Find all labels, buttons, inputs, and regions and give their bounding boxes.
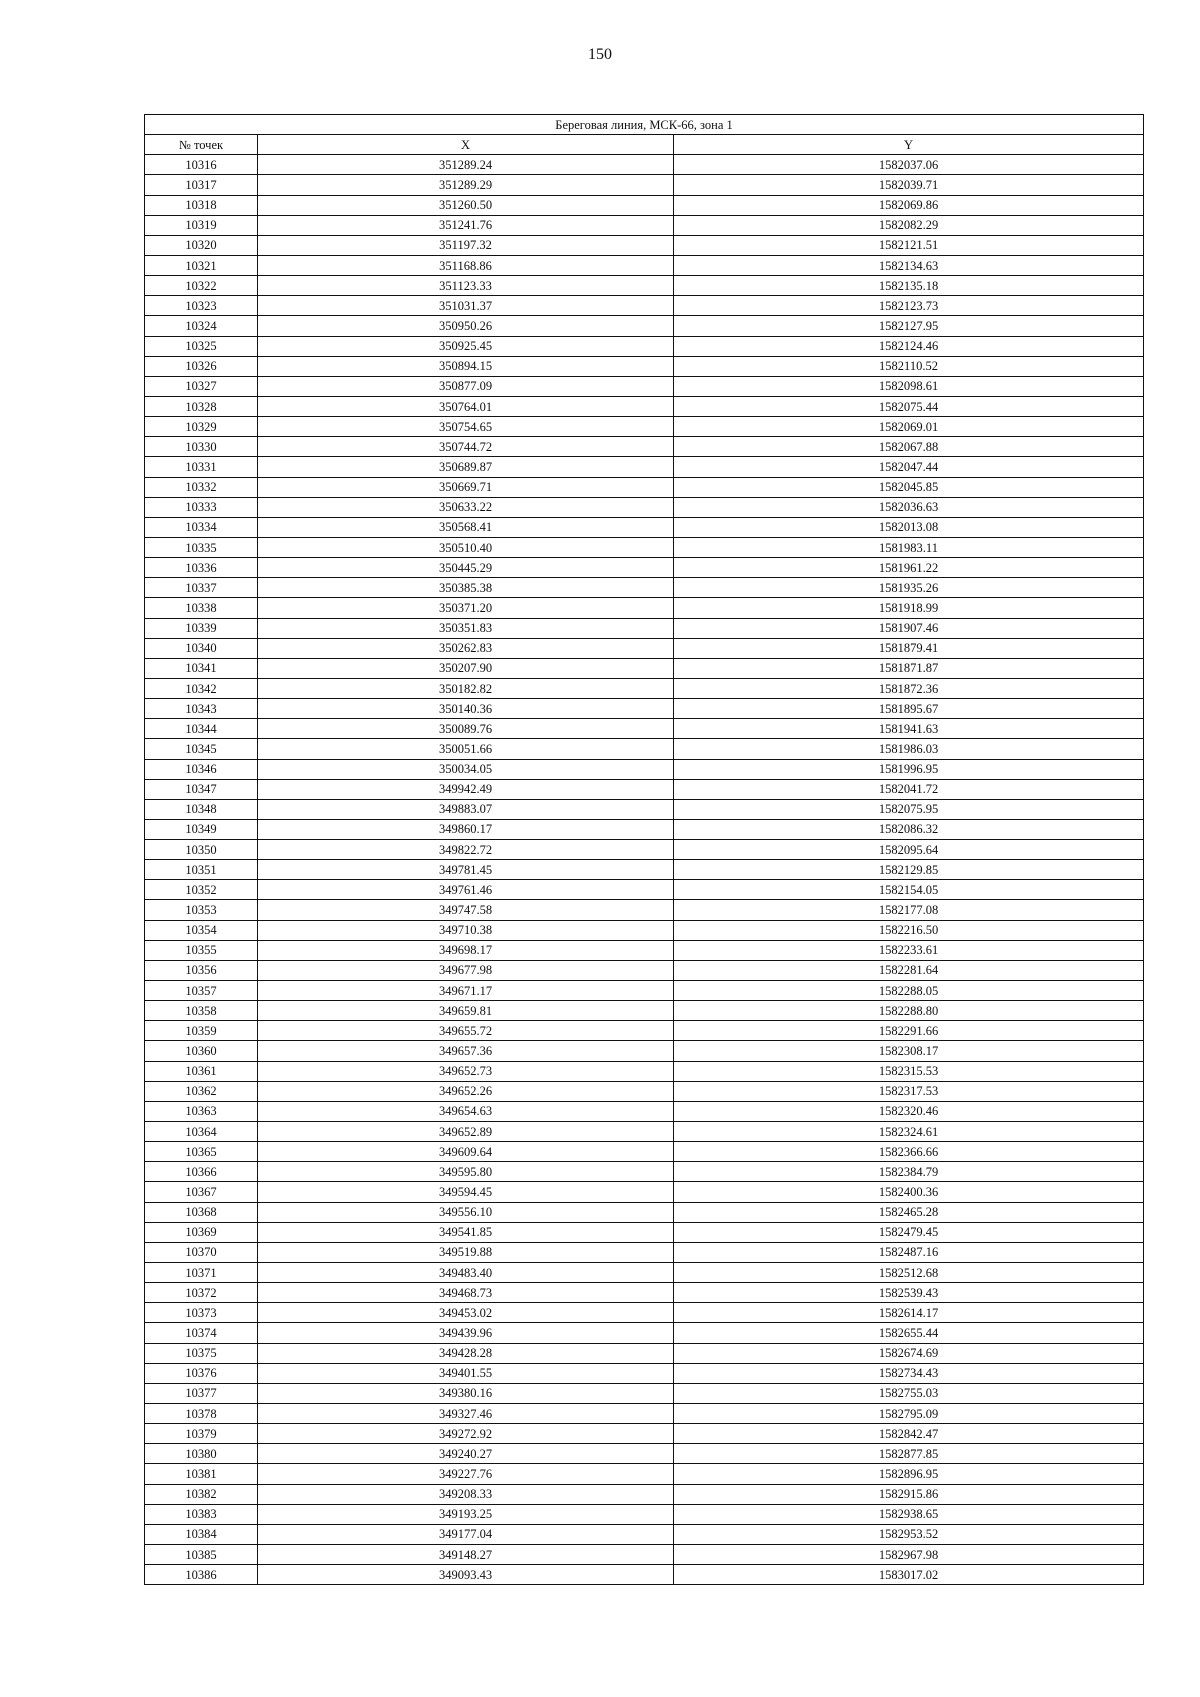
point-number-cell: 10332 xyxy=(145,477,258,497)
y-cell: 1582315.53 xyxy=(674,1061,1144,1081)
table-row xyxy=(145,1544,1144,1564)
x-cell: 350633.22 xyxy=(258,497,674,517)
x-cell: 349227.76 xyxy=(258,1464,674,1484)
x-cell: 350051.66 xyxy=(258,739,674,759)
point-number-cell: 10364 xyxy=(145,1122,258,1142)
table-row xyxy=(145,376,1144,396)
point-number-cell: 10318 xyxy=(145,195,258,215)
y-cell: 1582674.69 xyxy=(674,1343,1144,1363)
y-cell: 1582036.63 xyxy=(674,497,1144,517)
point-number-cell: 10320 xyxy=(145,235,258,255)
table-row xyxy=(145,235,1144,255)
point-number-cell: 10360 xyxy=(145,1041,258,1061)
x-cell: 351289.29 xyxy=(258,175,674,195)
table-row xyxy=(145,1504,1144,1524)
x-cell: 350207.90 xyxy=(258,658,674,678)
y-cell: 1582366.66 xyxy=(674,1142,1144,1162)
table-row xyxy=(145,175,1144,195)
point-number-cell: 10338 xyxy=(145,598,258,618)
x-cell: 350764.01 xyxy=(258,396,674,416)
y-cell: 1582324.61 xyxy=(674,1122,1144,1142)
point-number-cell: 10357 xyxy=(145,981,258,1001)
y-cell: 1582098.61 xyxy=(674,376,1144,396)
x-cell: 350371.20 xyxy=(258,598,674,618)
y-cell: 1581871.87 xyxy=(674,658,1144,678)
table-row xyxy=(145,356,1144,376)
table-row xyxy=(145,215,1144,235)
y-cell: 1581996.95 xyxy=(674,759,1144,779)
table-row xyxy=(145,920,1144,940)
table-row xyxy=(145,1021,1144,1041)
point-number-cell: 10326 xyxy=(145,356,258,376)
table-row xyxy=(145,296,1144,316)
y-cell: 1582734.43 xyxy=(674,1363,1144,1383)
y-cell: 1582121.51 xyxy=(674,235,1144,255)
table-row xyxy=(145,960,1144,980)
point-number-cell: 10331 xyxy=(145,457,258,477)
x-cell: 349761.46 xyxy=(258,880,674,900)
table-row xyxy=(145,779,1144,799)
y-cell: 1582067.88 xyxy=(674,437,1144,457)
x-cell: 349781.45 xyxy=(258,860,674,880)
y-cell: 1582075.44 xyxy=(674,396,1144,416)
table-row xyxy=(145,598,1144,618)
x-cell: 349652.26 xyxy=(258,1081,674,1101)
x-cell: 349453.02 xyxy=(258,1303,674,1323)
point-number-cell: 10384 xyxy=(145,1524,258,1544)
table-row xyxy=(145,1363,1144,1383)
table-row xyxy=(145,900,1144,920)
point-number-cell: 10369 xyxy=(145,1222,258,1242)
table-row xyxy=(145,719,1144,739)
x-cell: 349677.98 xyxy=(258,960,674,980)
table-row xyxy=(145,1263,1144,1283)
table-row xyxy=(145,1142,1144,1162)
x-cell: 349942.49 xyxy=(258,779,674,799)
y-cell: 1582320.46 xyxy=(674,1101,1144,1121)
table-row xyxy=(145,1524,1144,1544)
table-row xyxy=(145,517,1144,537)
x-cell: 349240.27 xyxy=(258,1444,674,1464)
table-row xyxy=(145,940,1144,960)
y-cell: 1582069.86 xyxy=(674,195,1144,215)
column-header-y: Y xyxy=(674,135,1144,155)
point-number-cell: 10376 xyxy=(145,1363,258,1383)
y-cell: 1582124.46 xyxy=(674,336,1144,356)
x-cell: 349483.40 xyxy=(258,1263,674,1283)
y-cell: 1582288.05 xyxy=(674,981,1144,1001)
point-number-cell: 10367 xyxy=(145,1182,258,1202)
x-cell: 349657.36 xyxy=(258,1041,674,1061)
point-number-cell: 10355 xyxy=(145,940,258,960)
x-cell: 351123.33 xyxy=(258,276,674,296)
point-number-cell: 10344 xyxy=(145,719,258,739)
point-number-cell: 10316 xyxy=(145,155,258,175)
table-row xyxy=(145,1565,1144,1585)
y-cell: 1582177.08 xyxy=(674,900,1144,920)
y-cell: 1582123.73 xyxy=(674,296,1144,316)
table-title-row xyxy=(145,115,1144,135)
point-number-cell: 10381 xyxy=(145,1464,258,1484)
table-header-row xyxy=(145,135,1144,155)
x-cell: 350140.36 xyxy=(258,699,674,719)
x-cell: 350754.65 xyxy=(258,417,674,437)
table-row xyxy=(145,638,1144,658)
table-row xyxy=(145,1222,1144,1242)
x-cell: 349272.92 xyxy=(258,1424,674,1444)
y-cell: 1582938.65 xyxy=(674,1504,1144,1524)
x-cell: 349822.72 xyxy=(258,840,674,860)
point-number-cell: 10353 xyxy=(145,900,258,920)
x-cell: 349380.16 xyxy=(258,1383,674,1403)
point-number-cell: 10379 xyxy=(145,1424,258,1444)
point-number-cell: 10368 xyxy=(145,1202,258,1222)
point-number-cell: 10385 xyxy=(145,1544,258,1564)
y-cell: 1582154.05 xyxy=(674,880,1144,900)
x-cell: 349655.72 xyxy=(258,1021,674,1041)
x-cell: 350744.72 xyxy=(258,437,674,457)
table-row xyxy=(145,417,1144,437)
y-cell: 1582086.32 xyxy=(674,819,1144,839)
x-cell: 349698.17 xyxy=(258,940,674,960)
table-row xyxy=(145,336,1144,356)
table-row xyxy=(145,1303,1144,1323)
point-number-cell: 10375 xyxy=(145,1343,258,1363)
y-cell: 1582233.61 xyxy=(674,940,1144,960)
point-number-cell: 10342 xyxy=(145,678,258,698)
table-row xyxy=(145,1001,1144,1021)
x-cell: 349883.07 xyxy=(258,799,674,819)
table-row xyxy=(145,497,1144,517)
y-cell: 1581961.22 xyxy=(674,558,1144,578)
y-cell: 1581907.46 xyxy=(674,618,1144,638)
y-cell: 1582795.09 xyxy=(674,1404,1144,1424)
table-row xyxy=(145,537,1144,557)
table-row xyxy=(145,558,1144,578)
table-row xyxy=(145,759,1144,779)
point-number-cell: 10345 xyxy=(145,739,258,759)
x-cell: 349747.58 xyxy=(258,900,674,920)
table-row xyxy=(145,1464,1144,1484)
x-cell: 350445.29 xyxy=(258,558,674,578)
y-cell: 1582039.71 xyxy=(674,175,1144,195)
x-cell: 351168.86 xyxy=(258,255,674,275)
point-number-cell: 10378 xyxy=(145,1404,258,1424)
x-cell: 350089.76 xyxy=(258,719,674,739)
x-cell: 349860.17 xyxy=(258,819,674,839)
x-cell: 349556.10 xyxy=(258,1202,674,1222)
table-row xyxy=(145,678,1144,698)
x-cell: 349595.80 xyxy=(258,1162,674,1182)
page-number: 150 xyxy=(588,46,612,63)
table-row xyxy=(145,1444,1144,1464)
y-cell: 1582953.52 xyxy=(674,1524,1144,1544)
table-row xyxy=(145,981,1144,1001)
x-cell: 351241.76 xyxy=(258,215,674,235)
point-number-cell: 10372 xyxy=(145,1283,258,1303)
y-cell: 1582915.86 xyxy=(674,1484,1144,1504)
x-cell: 349193.25 xyxy=(258,1504,674,1524)
table-row xyxy=(145,1404,1144,1424)
x-cell: 351289.24 xyxy=(258,155,674,175)
table-row xyxy=(145,1484,1144,1504)
point-number-cell: 10327 xyxy=(145,376,258,396)
x-cell: 349541.85 xyxy=(258,1222,674,1242)
table-row xyxy=(145,255,1144,275)
x-cell: 349177.04 xyxy=(258,1524,674,1544)
point-number-cell: 10362 xyxy=(145,1081,258,1101)
table-row xyxy=(145,1283,1144,1303)
point-number-cell: 10359 xyxy=(145,1021,258,1041)
point-number-cell: 10365 xyxy=(145,1142,258,1162)
y-cell: 1582095.64 xyxy=(674,840,1144,860)
y-cell: 1582400.36 xyxy=(674,1182,1144,1202)
x-cell: 350262.83 xyxy=(258,638,674,658)
x-cell: 349671.17 xyxy=(258,981,674,1001)
table-row xyxy=(145,1101,1144,1121)
table-row xyxy=(145,618,1144,638)
y-cell: 1582308.17 xyxy=(674,1041,1144,1061)
table-row xyxy=(145,658,1144,678)
x-cell: 350669.71 xyxy=(258,477,674,497)
point-number-cell: 10373 xyxy=(145,1303,258,1323)
y-cell: 1583017.02 xyxy=(674,1565,1144,1585)
x-cell: 350568.41 xyxy=(258,517,674,537)
y-cell: 1582877.85 xyxy=(674,1444,1144,1464)
point-number-cell: 10348 xyxy=(145,799,258,819)
table-row xyxy=(145,1323,1144,1343)
y-cell: 1582487.16 xyxy=(674,1242,1144,1262)
point-number-cell: 10330 xyxy=(145,437,258,457)
table-title: Береговая линия, МСК-66, зона 1 xyxy=(145,115,1144,135)
x-cell: 350385.38 xyxy=(258,578,674,598)
point-number-cell: 10333 xyxy=(145,497,258,517)
y-cell: 1582069.01 xyxy=(674,417,1144,437)
x-cell: 349327.46 xyxy=(258,1404,674,1424)
point-number-cell: 10341 xyxy=(145,658,258,678)
point-number-cell: 10321 xyxy=(145,255,258,275)
x-cell: 349519.88 xyxy=(258,1242,674,1262)
table-row xyxy=(145,578,1144,598)
x-cell: 349401.55 xyxy=(258,1363,674,1383)
point-number-cell: 10350 xyxy=(145,840,258,860)
x-cell: 350034.05 xyxy=(258,759,674,779)
table-row xyxy=(145,1182,1144,1202)
point-number-cell: 10351 xyxy=(145,860,258,880)
x-cell: 349468.73 xyxy=(258,1283,674,1303)
column-header-x: X xyxy=(258,135,674,155)
y-cell: 1582216.50 xyxy=(674,920,1144,940)
table-row xyxy=(145,437,1144,457)
point-number-cell: 10334 xyxy=(145,517,258,537)
y-cell: 1582045.85 xyxy=(674,477,1144,497)
x-cell: 349652.73 xyxy=(258,1061,674,1081)
table-row xyxy=(145,1343,1144,1363)
point-number-cell: 10361 xyxy=(145,1061,258,1081)
point-number-cell: 10370 xyxy=(145,1242,258,1262)
y-cell: 1582512.68 xyxy=(674,1263,1144,1283)
table-row xyxy=(145,739,1144,759)
point-number-cell: 10349 xyxy=(145,819,258,839)
y-cell: 1581879.41 xyxy=(674,638,1144,658)
x-cell: 349654.63 xyxy=(258,1101,674,1121)
x-cell: 349093.43 xyxy=(258,1565,674,1585)
y-cell: 1582291.66 xyxy=(674,1021,1144,1041)
table-row xyxy=(145,316,1144,336)
x-cell: 350894.15 xyxy=(258,356,674,376)
y-cell: 1582655.44 xyxy=(674,1323,1144,1343)
x-cell: 350950.26 xyxy=(258,316,674,336)
table-row xyxy=(145,1383,1144,1403)
point-number-cell: 10366 xyxy=(145,1162,258,1182)
x-cell: 349594.45 xyxy=(258,1182,674,1202)
x-cell: 350689.87 xyxy=(258,457,674,477)
x-cell: 351031.37 xyxy=(258,296,674,316)
x-cell: 349710.38 xyxy=(258,920,674,940)
y-cell: 1582614.17 xyxy=(674,1303,1144,1323)
y-cell: 1582384.79 xyxy=(674,1162,1144,1182)
y-cell: 1582842.47 xyxy=(674,1424,1144,1444)
point-number-cell: 10343 xyxy=(145,699,258,719)
point-number-cell: 10352 xyxy=(145,880,258,900)
table-row xyxy=(145,276,1144,296)
point-number-cell: 10346 xyxy=(145,759,258,779)
y-cell: 1582075.95 xyxy=(674,799,1144,819)
point-number-cell: 10347 xyxy=(145,779,258,799)
table-row xyxy=(145,1061,1144,1081)
x-cell: 350510.40 xyxy=(258,537,674,557)
table-row xyxy=(145,1242,1144,1262)
table-row xyxy=(145,699,1144,719)
table-row xyxy=(145,819,1144,839)
y-cell: 1582047.44 xyxy=(674,457,1144,477)
y-cell: 1582288.80 xyxy=(674,1001,1144,1021)
point-number-cell: 10325 xyxy=(145,336,258,356)
column-header-point-number: № точек xyxy=(145,135,258,155)
table-row xyxy=(145,1081,1144,1101)
y-cell: 1582967.98 xyxy=(674,1544,1144,1564)
table-row xyxy=(145,880,1144,900)
table-row xyxy=(145,195,1144,215)
point-number-cell: 10340 xyxy=(145,638,258,658)
point-number-cell: 10358 xyxy=(145,1001,258,1021)
table-row xyxy=(145,1424,1144,1444)
x-cell: 351260.50 xyxy=(258,195,674,215)
table-row xyxy=(145,840,1144,860)
x-cell: 351197.32 xyxy=(258,235,674,255)
y-cell: 1582134.63 xyxy=(674,255,1144,275)
point-number-cell: 10356 xyxy=(145,960,258,980)
y-cell: 1582317.53 xyxy=(674,1081,1144,1101)
point-number-cell: 10336 xyxy=(145,558,258,578)
y-cell: 1581918.99 xyxy=(674,598,1144,618)
x-cell: 350182.82 xyxy=(258,678,674,698)
y-cell: 1582037.06 xyxy=(674,155,1144,175)
y-cell: 1582082.29 xyxy=(674,215,1144,235)
y-cell: 1582135.18 xyxy=(674,276,1144,296)
x-cell: 349439.96 xyxy=(258,1323,674,1343)
point-number-cell: 10324 xyxy=(145,316,258,336)
y-cell: 1581986.03 xyxy=(674,739,1144,759)
table-row xyxy=(145,396,1144,416)
table-row xyxy=(145,1041,1144,1061)
y-cell: 1581983.11 xyxy=(674,537,1144,557)
point-number-cell: 10337 xyxy=(145,578,258,598)
point-number-cell: 10329 xyxy=(145,417,258,437)
x-cell: 349208.33 xyxy=(258,1484,674,1504)
y-cell: 1581941.63 xyxy=(674,719,1144,739)
y-cell: 1582013.08 xyxy=(674,517,1144,537)
point-number-cell: 10354 xyxy=(145,920,258,940)
table-row xyxy=(145,799,1144,819)
y-cell: 1582041.72 xyxy=(674,779,1144,799)
y-cell: 1582281.64 xyxy=(674,960,1144,980)
point-number-cell: 10328 xyxy=(145,396,258,416)
table-row xyxy=(145,1122,1144,1142)
y-cell: 1582110.52 xyxy=(674,356,1144,376)
y-cell: 1581935.26 xyxy=(674,578,1144,598)
table-body xyxy=(145,155,1144,1585)
table-row xyxy=(145,1202,1144,1222)
y-cell: 1582755.03 xyxy=(674,1383,1144,1403)
point-number-cell: 10383 xyxy=(145,1504,258,1524)
point-number-cell: 10319 xyxy=(145,215,258,235)
x-cell: 349659.81 xyxy=(258,1001,674,1021)
table-row xyxy=(145,477,1144,497)
x-cell: 349428.28 xyxy=(258,1343,674,1363)
point-number-cell: 10374 xyxy=(145,1323,258,1343)
point-number-cell: 10317 xyxy=(145,175,258,195)
x-cell: 350877.09 xyxy=(258,376,674,396)
point-number-cell: 10323 xyxy=(145,296,258,316)
y-cell: 1582539.43 xyxy=(674,1283,1144,1303)
point-number-cell: 10380 xyxy=(145,1444,258,1464)
x-cell: 350351.83 xyxy=(258,618,674,638)
coordinate-table xyxy=(144,114,1144,1585)
y-cell: 1582465.28 xyxy=(674,1202,1144,1222)
point-number-cell: 10382 xyxy=(145,1484,258,1504)
x-cell: 349609.64 xyxy=(258,1142,674,1162)
point-number-cell: 10322 xyxy=(145,276,258,296)
table-row xyxy=(145,155,1144,175)
point-number-cell: 10377 xyxy=(145,1383,258,1403)
table-row xyxy=(145,1162,1144,1182)
point-number-cell: 10371 xyxy=(145,1263,258,1283)
y-cell: 1582479.45 xyxy=(674,1222,1144,1242)
point-number-cell: 10335 xyxy=(145,537,258,557)
table-row xyxy=(145,457,1144,477)
x-cell: 350925.45 xyxy=(258,336,674,356)
y-cell: 1581895.67 xyxy=(674,699,1144,719)
point-number-cell: 10363 xyxy=(145,1101,258,1121)
point-number-cell: 10339 xyxy=(145,618,258,638)
y-cell: 1582896.95 xyxy=(674,1464,1144,1484)
point-number-cell: 10386 xyxy=(145,1565,258,1585)
x-cell: 349652.89 xyxy=(258,1122,674,1142)
table-row xyxy=(145,860,1144,880)
y-cell: 1581872.36 xyxy=(674,678,1144,698)
y-cell: 1582129.85 xyxy=(674,860,1144,880)
y-cell: 1582127.95 xyxy=(674,316,1144,336)
x-cell: 349148.27 xyxy=(258,1544,674,1564)
